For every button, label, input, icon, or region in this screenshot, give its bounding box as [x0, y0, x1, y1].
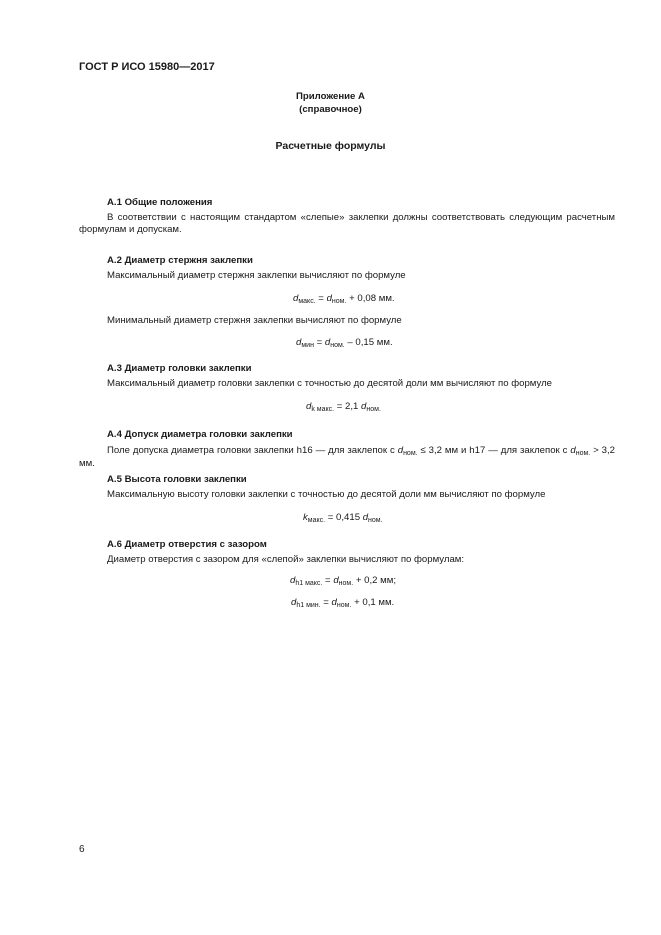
- section-a1-text: В соответствии с настоящим стандартом «слепые» заклепки должны соответствовать следующим расчетным формулам и допускам.: [79, 212, 615, 235]
- formula-dk-max: $d_{k макс.} = 2,1$ $d_{ном.}$: [306, 401, 381, 413]
- section-a4-title: А.4 Допуск диаметра головки заклепки: [107, 429, 293, 440]
- page-number: 6: [79, 844, 85, 855]
- formula-d-min: $d_{мин} = d_{ном.} - 0,15$ мм.: [296, 337, 393, 349]
- appendix-subtitle: (справочное): [299, 104, 362, 115]
- section-a2-text-max: Максимальный диаметр стержня заклепки вычисляют по формуле: [107, 270, 406, 281]
- formula-d-max: $d_{макс.} = d_{ном.} + 0,08$ мм.: [293, 293, 395, 305]
- section-a6-title: А.6 Диаметр отверстия с зазором: [107, 539, 267, 550]
- section-a5-text: Максимальную высоту головки заклепки с точностью до десятой доли мм вычисляют по формуле: [107, 489, 546, 500]
- appendix-heading: Расчетные формулы: [275, 140, 386, 152]
- formula-k-max: $k_{макс.} = 0,415$ $d_{ном.}$: [303, 512, 383, 524]
- appendix-title: Приложение А: [296, 91, 365, 102]
- formula-dh1-min: $d_{h1 мин.} = d_{ном.} + 0,1$ мм.: [291, 597, 395, 609]
- section-a5-title: А.5 Высота головки заклепки: [107, 474, 247, 485]
- section-a2-text-min: Минимальный диаметр стержня заклепки вычисляют по формуле: [107, 315, 402, 326]
- section-a6-text: Диаметр отверстия с зазором для «слепой» заклепки вычисляют по формулам:: [107, 554, 465, 565]
- formula-dh1-max: $d_{h1 макс.} = d_{ном.} + 0,2$ мм;: [290, 575, 396, 587]
- section-a1-title: А.1 Общие положения: [107, 197, 213, 208]
- section-a3-title: А.3 Диаметр головки заклепки: [107, 363, 252, 374]
- section-a2-title: А.2 Диаметр стержня заклепки: [107, 255, 253, 266]
- document-header: ГОСТ Р ИСО 15980—2017: [79, 61, 215, 73]
- section-a4-text: Поле допуска диаметра головки заклепки h16 — для заклепок с $d_{ном.} \le 3,2$ мм и h17 — для заклепок с $d_{ном.} > 3,2$ мм.: [79, 445, 615, 469]
- section-a3-text: Максимальный диаметр головки заклепки с точностью до десятой доли мм вычисляют по формуле: [107, 378, 552, 389]
